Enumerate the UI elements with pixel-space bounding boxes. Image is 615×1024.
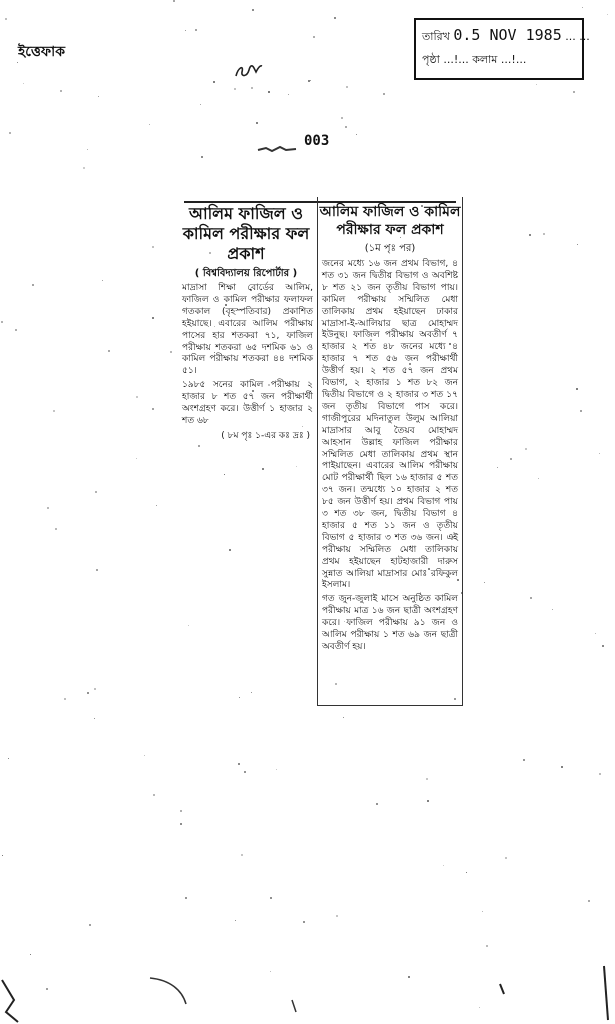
scan-speck [136,396,138,398]
scan-speck [599,453,600,454]
scan-speck [152,317,154,319]
scan-speck [426,778,428,780]
scan-speck [251,87,253,89]
scan-speck [201,156,203,158]
scan-speck [94,688,96,690]
scan-speck [83,167,85,169]
scan-speck [89,924,91,926]
document-number: 003 [304,133,330,149]
reporter-byline: ( বিশ্ববিদ্যালয় রিপোর্টার ) [194,268,298,279]
scan-speck [180,810,182,812]
scan-speck [270,897,272,899]
scan-speck [486,945,488,947]
scan-speck [185,897,187,899]
scan-speck [244,771,246,773]
scan-speck [256,122,258,124]
scan-speck [180,823,182,825]
scan-speck [510,458,512,460]
scan-speck [15,329,17,331]
newspaper-name: ইত্তেফাক [18,44,66,60]
stamp-column-label: কলাম [472,53,498,66]
scan-speck [108,350,110,352]
scan-speck [47,507,49,509]
scan-speck [313,36,315,38]
scan-speck [530,597,532,599]
scan-speck [529,234,531,236]
scan-speck [55,528,57,530]
scan-speck [599,773,601,775]
stamp-column-value: ...!... [500,53,527,66]
scan-speck [341,117,343,119]
article-column-left [176,197,316,637]
continued-from-note: (১ম পৃঃ পর) [364,243,416,254]
scan-speck [588,900,590,902]
headline-left: আলিম ফাজিল ও কামিল পরীক্ষার ফল প্রকাশ [182,204,310,263]
scan-speck [561,766,563,768]
scan-speck [484,582,485,583]
scan-speck [87,692,89,694]
scan-speck [303,921,305,923]
scan-speck [156,505,157,506]
article-body-right-2: গত জুন-জুলাই মাসে অনুষ্ঠিত কামিল পরীক্ষায় মাত্র ১৬ জন ছাত্রী অংশগ্রহণ করে। ফাজিল পরীক্ষায় ৯১ জন ও আলিম পরীক্ষায় ১ শত ৬৯ জন ছাত্রী অবতীর্ণ হয়। [322,594,458,652]
scan-speck [607,14,608,15]
scan-speck [336,915,338,917]
article-body-left: মাদ্রাসা শিক্ষা বোর্ডের আলিম, ফাজিল ও কামিল পরীক্ষার ফলাফল গতকাল (বৃহস্পতিবার) প্রকাশিত হইয়াছে। এবারের আলিম পরীক্ষায় পাসের হার শতকরা ৭১, ফাজিল পরীক্ষায় শতকরা ৬৫ দশমিক ৬১ ও কামিল পরীক্ষায় শতকরা ৪৪ দশমিক ৫১। [182,283,313,377]
stamp-page-label: পৃষ্ঠা [422,53,440,66]
scan-speck [96,569,98,571]
scan-speck [276,769,277,770]
scan-speck [383,93,385,95]
scan-speck [497,467,498,468]
scan-speck [32,284,34,286]
scan-speck [343,717,344,718]
article-body-right: জনের মধ্যে ১৬ জন প্রথম বিভাগ, ৪ শত ৩১ জন দ্বিতীয় বিভাগ ও অবশিষ্ট ৮ শত ২১ জন তৃতীয় বিভাগ পায়। কামিল পরীক্ষায় সম্মিলিত মেধা তালিকায় প্রথম হইয়াছেন ঢাকার মাদ্রাসা-ই-আলিয়ার ছাত্র মোহাম্মদ ইউনুছ। ফাজিল পরীক্ষায় অবতীর্ণ ৭ হাজার ২ শত ৪৮ জনের মধ্যে ৪ হাজার ৭ শত ৫৬ জন পরীক্ষার্থী উত্তীর্ণ হয়। ২ শত ৫৭ জন প্রথম বিভাগ, ২ হাজার ১ শত ৮২ জন দ্বিতীয় বিভাগে ও ২ হাজার ৩ শত ১৭ জন তৃতীয় বিভাগে পাস করে। গাজীপুরের মদিনাতুল উলুম আলিয়া মাদ্রাসার আবু তৈয়ব মোহাম্মদ আহসান উল্লাহ ফাজিল পরীক্ষার সম্মিলিত মেধা তালিকায় প্রথম স্থান পাইয়াছেন। এবারের আলিম পরীক্ষায় মোট পরীক্ষার্থী ছিল ১৬ হাজার ৫ শত ৩৭ জন। তন্মধ্যে ১০ হাজার ২ শত ৮৫ জন উত্তীর্ণ হয়। প্রথম বিভাগ পায় ৩ শত ৩৮ জন, দ্বিতীয় বিভাগ ৪ হাজার ৫ শত ১১ জন ও তৃতীয় বিভাগ ৫ হাজার ৩ শত ৩৬ জন। এই পরীক্ষায় সম্মিলিত মেধা তালিকায় প্রথম হইয়াছেন হাটহাজারী দারুস সুন্নাত আলিয়া মাদ্রাসার মোঃ রফিকুল ইসলাম। [322,259,458,591]
scan-speck [443,865,444,866]
scan-speck [268,91,270,93]
scan-speck [149,124,150,125]
scan-speck [525,448,527,450]
scan-speck [573,91,575,93]
scan-speck [213,81,215,83]
scan-speck [23,83,24,84]
scan-speck [345,126,347,128]
scan-speck [310,80,311,81]
scan-speck [2,855,3,856]
ink-smudge [256,144,298,154]
scan-speck [153,794,155,796]
scan-speck [466,872,467,873]
scan-speck [144,755,145,756]
handwritten-initials [232,50,266,84]
scan-speck [595,633,596,634]
scan-speck [94,718,95,719]
scan-speck [64,698,66,700]
scan-speck [552,609,553,610]
stamp-date-value: 0.5 NOV 1985 [453,26,562,44]
stamp-date-dots: ... ... [565,30,590,43]
clipping-stamp [414,18,590,80]
scan-speck [30,954,31,955]
scan-speck [580,410,582,412]
scan-speck [195,29,197,31]
stamp-date-label: তারিখ [422,30,450,43]
article-body-left-2: ১৯৮৫ সনের কামিল পরীক্ষায় ২ হাজার ৮ শত ৫৭ জন পরীক্ষার্থী অংশগ্রহণ করে। উত্তীর্ণ ১ হাজার ২ শত ৬৮ [182,380,313,426]
scan-speck [505,857,507,859]
scan-speck [356,134,357,135]
scan-speck [576,388,578,390]
scan-speck [9,132,11,134]
scan-speck [577,244,578,245]
scan-speck [152,408,154,410]
scan-speck [582,7,583,8]
scan-speck [200,104,201,105]
scan-speck [170,351,172,353]
scan-speck [234,88,236,90]
scan-speck [241,854,243,856]
scan-speck [98,96,99,97]
scan-speck [538,478,539,479]
scan-speck [427,800,429,802]
scan-speck [53,410,55,412]
scan-speck [602,645,604,647]
scan-speck [536,84,537,85]
scan-speck [60,90,62,92]
headline-right: আলিম ফাজিল ও কামিল পরীক্ষার ফল প্রকাশ [319,204,461,238]
scan-speck [5,18,7,20]
newspaper-clipping [176,197,462,707]
scan-speck [543,233,545,235]
scan-speck [334,17,336,19]
scan-speck [523,759,525,761]
scan-edge-marks [0,960,615,1024]
scan-speck [238,763,240,765]
scan-speck [8,758,9,759]
scan-speck [87,149,88,150]
stamp-page-value: ...!... [443,53,469,66]
scan-speck [376,803,378,805]
scan-speck [252,9,254,11]
scan-speck [288,94,289,95]
scan-speck [235,920,236,921]
scan-speck [1,321,3,323]
scan-speck [102,280,103,281]
scan-speck [173,0,175,2]
scan-speck [95,491,97,493]
scan-speck [136,458,137,459]
scan-speck [346,86,348,88]
scan-speck [482,911,483,912]
scan-speck [185,30,186,31]
continuation-note: ( ৮ম পৃঃ ১-এর কঃ দ্রঃ ) [221,430,310,441]
article-column-right [317,197,463,706]
scan-speck [152,246,154,248]
